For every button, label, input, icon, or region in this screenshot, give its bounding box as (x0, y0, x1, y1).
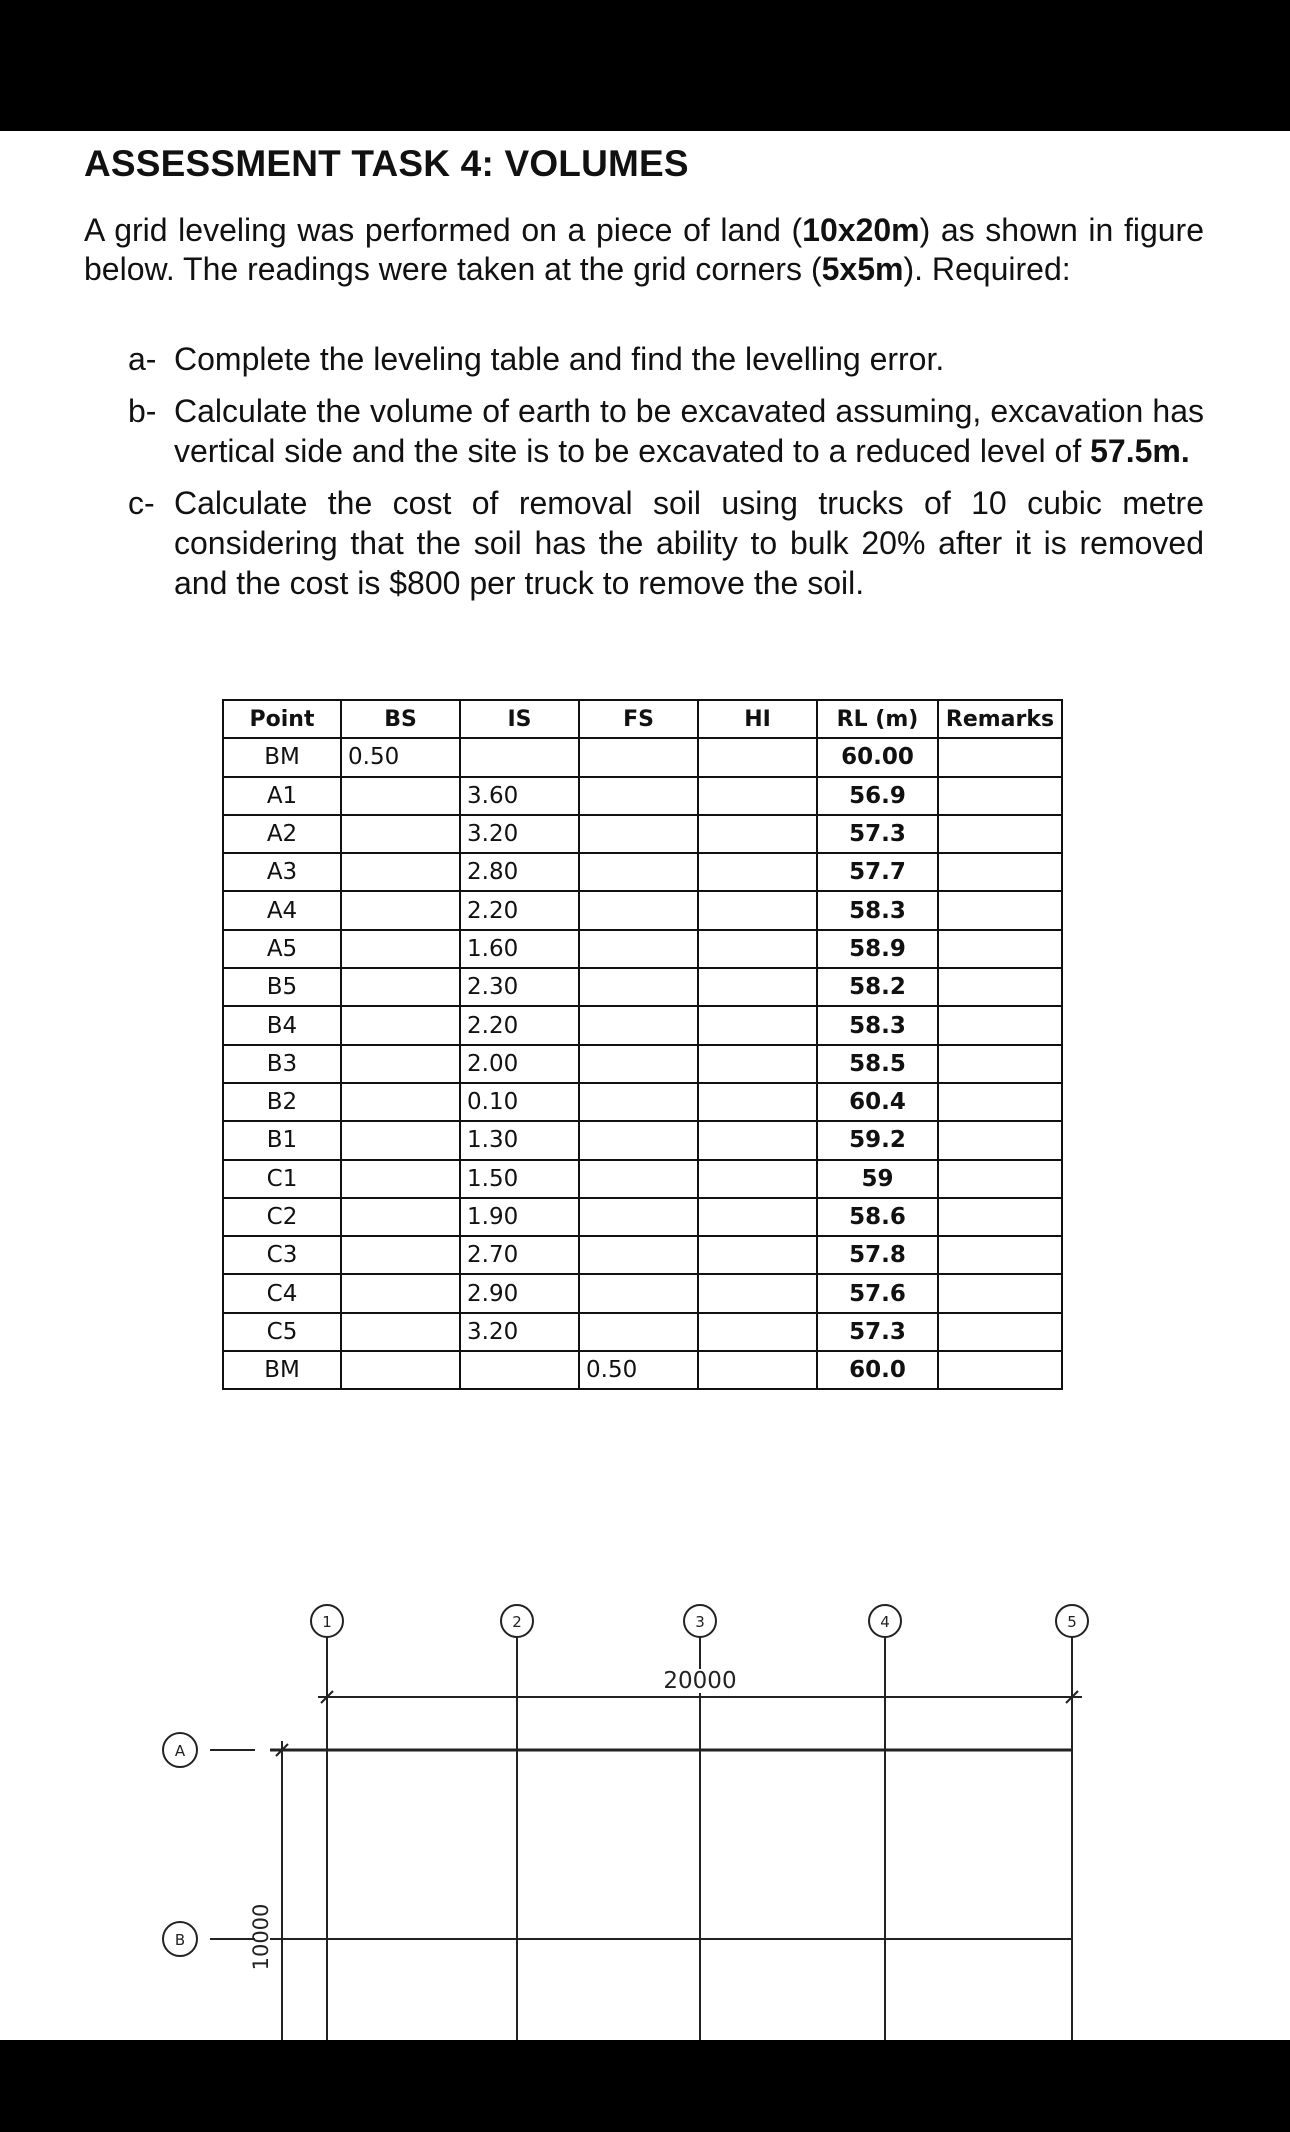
task-list (128, 339, 1204, 615)
cell-rl: 60.0 (817, 1351, 938, 1389)
intro-part-3: ). Required: (903, 251, 1071, 287)
table-row (223, 815, 1062, 853)
cell-fs (579, 738, 698, 776)
cell-rl: 59 (817, 1160, 938, 1198)
cell-hi (698, 1006, 817, 1044)
cell-fs (579, 1083, 698, 1121)
length-dimension: 20000 (663, 1668, 737, 1694)
cell-remarks (938, 1274, 1062, 1312)
table-row (223, 968, 1062, 1006)
task-text: Complete the leveling table and find the levelling error. (174, 341, 945, 377)
column-label: 4 (880, 1613, 890, 1631)
cell-point: B1 (223, 1121, 341, 1159)
column-label: 5 (1067, 1613, 1077, 1631)
intro-part-2: ) as shown in figure below. The readings were taken at the grid corners ( (84, 212, 1205, 287)
cell-is: 2.90 (460, 1274, 579, 1312)
table-row (223, 853, 1062, 891)
page-title: ASSESSMENT TASK 4: VOLUMES (84, 143, 689, 184)
cell-is: 2.00 (460, 1045, 579, 1083)
cell-hi (698, 777, 817, 815)
table-row (223, 1198, 1062, 1236)
cell-point: B4 (223, 1006, 341, 1044)
task-marker: c- (128, 485, 155, 521)
cell-is: 2.30 (460, 968, 579, 1006)
intro-paragraph (84, 211, 1204, 289)
land-size: 10x20m (802, 212, 920, 248)
cell-point: A3 (223, 853, 341, 891)
cell-rl: 57.8 (817, 1236, 938, 1274)
cell-remarks (938, 930, 1062, 968)
task-marker: b- (128, 393, 157, 429)
cell-is: 2.20 (460, 891, 579, 929)
cell-rl: 57.6 (817, 1274, 938, 1312)
list-item (128, 339, 1204, 379)
cell-point: C2 (223, 1198, 341, 1236)
cell-point: A2 (223, 815, 341, 853)
cell-hi (698, 1274, 817, 1312)
cell-remarks (938, 1121, 1062, 1159)
table-row (223, 930, 1062, 968)
cell-rl: 58.2 (817, 968, 938, 1006)
document-page (0, 131, 1290, 2040)
cell-is: 3.20 (460, 815, 579, 853)
cell-remarks (938, 815, 1062, 853)
cell-hi (698, 853, 817, 891)
cell-rl: 57.3 (817, 1313, 938, 1351)
column-label: 2 (512, 1613, 522, 1631)
cell-bs (341, 891, 460, 929)
cell-rl: 57.7 (817, 853, 938, 891)
leveling-table (222, 699, 1063, 1390)
cell-remarks (938, 1313, 1062, 1351)
cell-is: 0.10 (460, 1083, 579, 1121)
cell-hi (698, 1045, 817, 1083)
cell-is: 2.80 (460, 853, 579, 891)
cell-fs (579, 968, 698, 1006)
cell-rl: 58.6 (817, 1198, 938, 1236)
cell-bs (341, 1274, 460, 1312)
cell-bs (341, 1083, 460, 1121)
task-text: Calculate the cost of removal soil using trucks of 10 cubic metre considering that the soil has the ability to bulk 20% after it is removed and the cost is $800 per truck to remove the soil. (174, 485, 1204, 601)
cell-remarks (938, 1006, 1062, 1044)
column-header: FS (579, 700, 698, 738)
cell-rl: 57.3 (817, 815, 938, 853)
cell-fs (579, 1045, 698, 1083)
column-header: HI (698, 700, 817, 738)
width-dimension: 10000 (249, 1903, 273, 1971)
cell-point: BM (223, 738, 341, 776)
cell-fs (579, 815, 698, 853)
list-item (128, 391, 1204, 471)
cell-point: C1 (223, 1160, 341, 1198)
cell-bs (341, 1006, 460, 1044)
cell-bs (341, 1198, 460, 1236)
row-label: A (174, 1742, 186, 1760)
cell-bs (341, 1045, 460, 1083)
table-header-row (223, 700, 1062, 738)
table-row (223, 1083, 1062, 1121)
cell-fs (579, 1160, 698, 1198)
cell-remarks (938, 777, 1062, 815)
cell-rl: 56.9 (817, 777, 938, 815)
cell-point: C4 (223, 1274, 341, 1312)
cell-fs (579, 1006, 698, 1044)
cell-hi (698, 1198, 817, 1236)
row-label: B (174, 1931, 186, 1949)
column-header: Remarks (938, 700, 1062, 738)
cell-bs (341, 777, 460, 815)
cell-is: 1.30 (460, 1121, 579, 1159)
cell-rl: 60.4 (817, 1083, 938, 1121)
cell-bs (341, 930, 460, 968)
cell-hi (698, 930, 817, 968)
cell-remarks (938, 1160, 1062, 1198)
cell-fs (579, 1121, 698, 1159)
column-header: BS (341, 700, 460, 738)
cell-fs (579, 1198, 698, 1236)
cell-fs (579, 1274, 698, 1312)
cell-hi (698, 815, 817, 853)
cell-bs (341, 1313, 460, 1351)
cell-remarks (938, 891, 1062, 929)
cell-rl: 58.5 (817, 1045, 938, 1083)
table-row (223, 1045, 1062, 1083)
cell-hi (698, 891, 817, 929)
cell-point: B5 (223, 968, 341, 1006)
intro-part-1: A grid leveling was performed on a piece of land ( (84, 212, 803, 248)
column-label: 1 (322, 1613, 332, 1631)
column-label: 3 (695, 1613, 705, 1631)
cell-is: 3.20 (460, 1313, 579, 1351)
cell-hi (698, 1160, 817, 1198)
table-row (223, 1121, 1062, 1159)
top-black-bar (0, 0, 1290, 131)
cell-hi (698, 738, 817, 776)
cell-is: 2.20 (460, 1006, 579, 1044)
table-row (223, 1313, 1062, 1351)
table-row (223, 1274, 1062, 1312)
cell-fs (579, 891, 698, 929)
cell-hi (698, 1083, 817, 1121)
cell-fs: 0.50 (579, 1351, 698, 1389)
table-body (223, 738, 1062, 1389)
cell-is: 2.70 (460, 1236, 579, 1274)
cell-is: 3.60 (460, 777, 579, 815)
target-level: 57.5m. (1090, 433, 1190, 469)
grid-drawing (0, 1431, 1290, 2040)
cell-rl: 58.9 (817, 930, 938, 968)
cell-point: A5 (223, 930, 341, 968)
table-row (223, 891, 1062, 929)
table-row (223, 1160, 1062, 1198)
cell-hi (698, 1313, 817, 1351)
cell-point: A4 (223, 891, 341, 929)
cell-point: A1 (223, 777, 341, 815)
cell-fs (579, 1313, 698, 1351)
cell-remarks (938, 1351, 1062, 1389)
cell-bs (341, 853, 460, 891)
cell-hi (698, 1351, 817, 1389)
cell-point: C5 (223, 1313, 341, 1351)
cell-remarks (938, 968, 1062, 1006)
cell-hi (698, 968, 817, 1006)
task-text-body: Calculate the volume of earth to be excavated assuming, excavation has vertical side and the site is to be excavated to a reduced level of (174, 393, 1204, 469)
cell-hi (698, 1236, 817, 1274)
table-row (223, 1236, 1062, 1274)
cell-rl: 58.3 (817, 891, 938, 929)
cell-remarks (938, 738, 1062, 776)
cell-is (460, 738, 579, 776)
task-marker: a- (128, 341, 157, 377)
cell-bs (341, 815, 460, 853)
cell-fs (579, 853, 698, 891)
cell-bs (341, 968, 460, 1006)
cell-is: 1.60 (460, 930, 579, 968)
table-row (223, 1006, 1062, 1044)
cell-point: BM (223, 1351, 341, 1389)
column-header: RL (m) (817, 700, 938, 738)
cell-bs (341, 1236, 460, 1274)
table-row (223, 1351, 1062, 1389)
cell-fs (579, 777, 698, 815)
cell-remarks (938, 1236, 1062, 1274)
cell-is: 1.50 (460, 1160, 579, 1198)
cell-is: 1.90 (460, 1198, 579, 1236)
bottom-black-bar (0, 2040, 1290, 2132)
task-text (174, 391, 1204, 471)
table-row (223, 777, 1062, 815)
cell-remarks (938, 1083, 1062, 1121)
cell-hi (698, 1121, 817, 1159)
table-row (223, 738, 1062, 776)
cell-bs: 0.50 (341, 738, 460, 776)
list-item (128, 483, 1204, 603)
cell-bs (341, 1160, 460, 1198)
cell-remarks (938, 853, 1062, 891)
cell-rl: 58.3 (817, 1006, 938, 1044)
cell-point: C3 (223, 1236, 341, 1274)
cell-remarks (938, 1198, 1062, 1236)
cell-rl: 60.00 (817, 738, 938, 776)
column-header: Point (223, 700, 341, 738)
cell-rl: 59.2 (817, 1121, 938, 1159)
cell-fs (579, 930, 698, 968)
cell-point: B2 (223, 1083, 341, 1121)
grid-size: 5x5m (821, 251, 904, 287)
cell-bs (341, 1351, 460, 1389)
cell-remarks (938, 1045, 1062, 1083)
cell-bs (341, 1121, 460, 1159)
column-header: IS (460, 700, 579, 738)
cell-fs (579, 1236, 698, 1274)
cell-point: B3 (223, 1045, 341, 1083)
cell-is (460, 1351, 579, 1389)
